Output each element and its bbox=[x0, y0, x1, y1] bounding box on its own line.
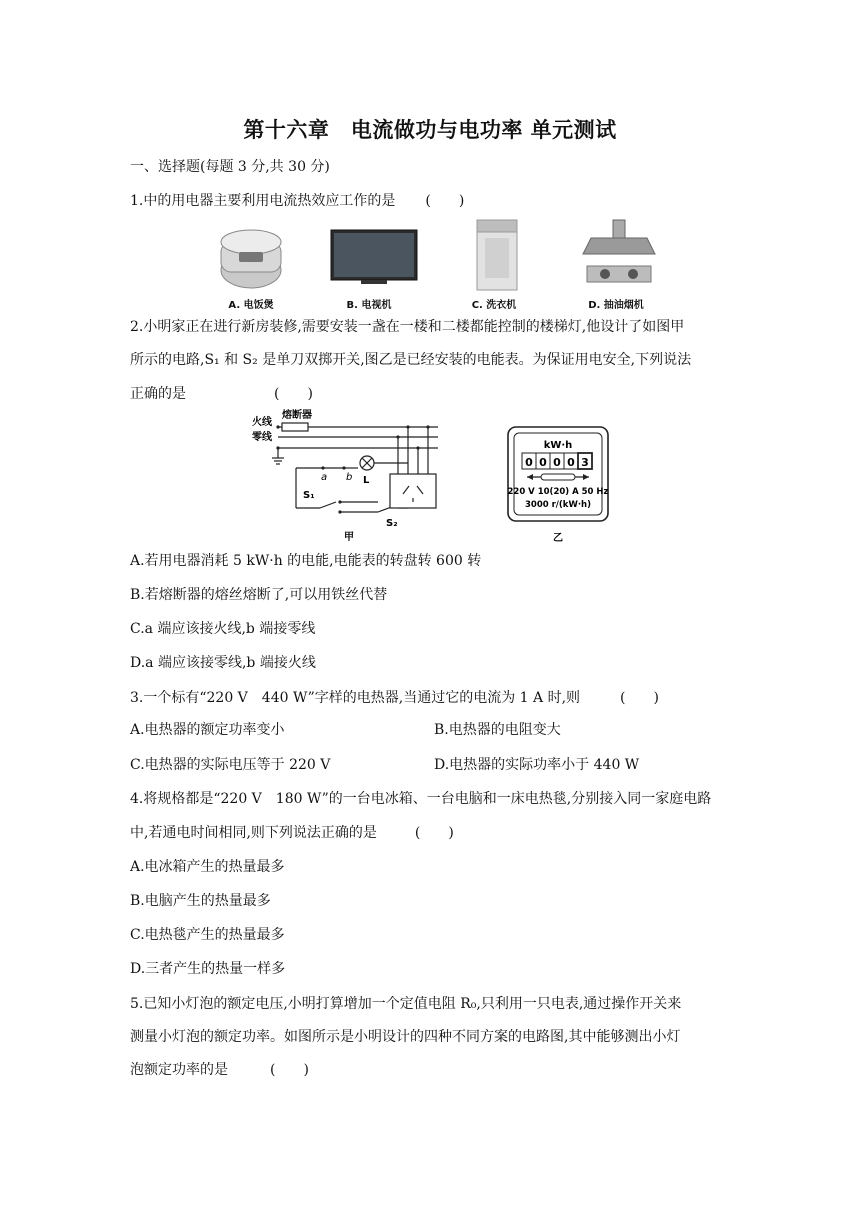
switch-s1-label: S₁ bbox=[303, 490, 315, 501]
q3-option-a: A.电热器的额定功率变小 bbox=[130, 722, 285, 738]
meter-spec-1: 220 V 10(20) A 50 Hz bbox=[507, 487, 609, 497]
q2-option-a: A.若用电器消耗 5 kW·h 的电能,电能表的转盘转 600 转 bbox=[130, 553, 482, 569]
television-image bbox=[331, 230, 417, 284]
question-2-text: 正确的是 bbox=[130, 386, 186, 402]
question-2-line-2: 所示的电路,S₁ 和 S₂ 是单刀双掷开关,图乙是已经安装的电能表。为保证用电安全,下列说法 bbox=[130, 352, 692, 368]
terminal-b-label: b bbox=[346, 472, 353, 483]
meter-digit: 0 bbox=[553, 456, 561, 469]
answer-paren: ( ) bbox=[274, 386, 313, 402]
answer-paren: ( ) bbox=[425, 193, 465, 209]
figure-jia-caption: 甲 bbox=[344, 532, 354, 543]
section-header: 一、选择题(每题 3 分,共 30 分) bbox=[130, 159, 330, 175]
page-title: 第十六章 电流做功与电功率 单元测试 bbox=[243, 118, 617, 142]
switch-s2-label: S₂ bbox=[386, 518, 398, 529]
fire-line-label: 火线 bbox=[252, 417, 272, 428]
washing-machine-image bbox=[477, 220, 517, 290]
caption-a: A. 电饭煲 bbox=[228, 300, 274, 311]
q2-option-c: C.a 端应该接火线,b 端接零线 bbox=[130, 621, 316, 637]
fuse-label: 熔断器 bbox=[282, 410, 312, 421]
question-4-line-2 bbox=[130, 823, 454, 843]
question-5-line-3 bbox=[130, 1060, 309, 1080]
neutral-line-label: 零线 bbox=[252, 432, 272, 443]
figure-yi-caption: 乙 bbox=[553, 533, 563, 544]
terminal-a-label: a bbox=[321, 472, 328, 483]
question-4-line-1: 4.将规格都是“220 V 180 W”的一台电冰箱、一台电脑和一床电热毯,分别接入同一家庭电路 bbox=[130, 791, 712, 807]
question-5-line-1: 5.已知小灯泡的额定电压,小明打算增加一个定值电阻 R₀,只利用一只电表,通过操作开关来 bbox=[130, 996, 682, 1012]
question-4-text: 中,若通电时间相同,则下列说法正确的是 bbox=[130, 825, 377, 841]
q3-option-d: D.电热器的实际功率小于 440 W bbox=[434, 757, 640, 773]
question-5-text: 泡额定功率的是 bbox=[130, 1062, 228, 1078]
q2-option-d: D.a 端应该接零线,b 端接火线 bbox=[130, 655, 316, 671]
question-1-stem bbox=[130, 191, 464, 211]
circuit-diagram-jia bbox=[248, 404, 448, 544]
rice-cooker-image bbox=[221, 230, 281, 288]
caption-b: B. 电视机 bbox=[346, 300, 392, 311]
energy-meter-yi bbox=[505, 424, 615, 548]
q4-option-c: C.电热毯产生的热量最多 bbox=[130, 927, 285, 943]
q3-option-b: B.电热器的电阻变大 bbox=[434, 722, 561, 738]
caption-d: D. 抽油烟机 bbox=[588, 300, 644, 311]
meter-digit: 0 bbox=[539, 456, 547, 469]
q4-option-a: A.电冰箱产生的热量最多 bbox=[130, 859, 285, 875]
meter-digit: 0 bbox=[567, 456, 575, 469]
q4-option-b: B.电脑产生的热量最多 bbox=[130, 893, 271, 909]
question-5-line-2: 测量小灯泡的额定功率。如图所示是小明设计的四种不同方案的电路图,其中能够测出小灯 bbox=[130, 1029, 681, 1045]
question-1-text: 1.中的用电器主要利用电流热效应工作的是 bbox=[130, 193, 396, 209]
q2-option-b: B.若熔断器的熔丝熔断了,可以用铁丝代替 bbox=[130, 587, 388, 603]
meter-unit: kW·h bbox=[543, 440, 573, 451]
answer-paren: ( ) bbox=[414, 825, 454, 841]
answer-paren: ( ) bbox=[620, 690, 659, 706]
caption-c: C. 洗衣机 bbox=[471, 300, 517, 311]
q4-option-d: D.三者产生的热量一样多 bbox=[130, 961, 286, 977]
question-2-line-1: 2.小明家正在进行新房装修,需要安装一盏在一楼和二楼都能控制的楼梯灯,他设计了如图甲 bbox=[130, 319, 685, 335]
question-2-line-3 bbox=[130, 384, 313, 404]
question-3-text: 3.一个标有“220 V 440 W”字样的电热器,当通过它的电流为 1 A 时,则 bbox=[130, 690, 581, 706]
meter-spec-2: 3000 r/(kW·h) bbox=[525, 500, 591, 510]
question-3-stem bbox=[130, 688, 659, 708]
meter-digit: 3 bbox=[581, 456, 589, 469]
range-hood-image bbox=[583, 220, 655, 282]
appliance-images bbox=[215, 218, 665, 294]
answer-paren: ( ) bbox=[270, 1062, 309, 1078]
meter-digit: 0 bbox=[525, 456, 533, 469]
q3-option-c: C.电热器的实际电压等于 220 V bbox=[130, 757, 331, 773]
lamp-label: L bbox=[363, 475, 370, 486]
